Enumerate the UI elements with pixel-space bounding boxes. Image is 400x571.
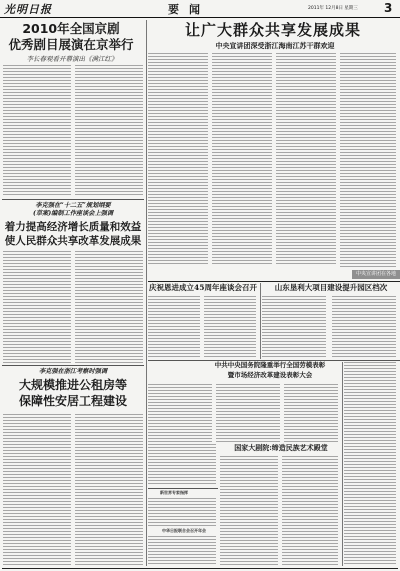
column-divider [260,283,261,359]
lead-headline[interactable]: 让广大群众共享发展成果 [184,21,361,39]
keqiang2-kicker: 李克强在浙江考察时强调 [38,368,108,375]
text-lead-col2 [212,53,274,265]
newspaper-logo: 光明日报 [4,3,52,16]
small-box2-headline[interactable]: 中华日报联合会召开年会 [162,528,206,533]
small-box-headline[interactable]: 新世界专家指挥 [160,490,188,495]
column-divider [146,20,147,566]
text-shandong-col1 [262,296,328,358]
section-divider [2,365,144,366]
keqiang2-headline-line2[interactable]: 保障性安居工程建设 [18,394,127,408]
text-central-col2 [216,384,282,442]
lead-subhead: 中央宣讲团深受浙江海南江苏干群欢迎 [215,41,335,50]
page-bottom-rule [2,568,398,569]
text-keqiang1-col1 [3,251,73,363]
text-opera-col1 [3,65,73,197]
text-celebration-col2 [204,296,258,358]
text-lead-col3 [276,53,338,265]
page-number: 3 [384,1,393,15]
text-museum-col1 [220,456,280,566]
text-museum-left [148,444,218,486]
text-central-col1 [148,384,214,442]
keqiang1-kicker-line1: 李克强在“十二五”规划纲要 [35,202,111,209]
section-divider [148,488,218,489]
text-opera-col2 [75,65,145,197]
text-keqiang1-col2 [75,251,145,363]
keqiang1-kicker-line2: (草案)编制工作座谈会上强调 [32,210,114,217]
keqiang1-headline-line1[interactable]: 着力提高经济增长质量和效益 [4,221,142,233]
keqiang1-headline-line2[interactable]: 使人民群众共享改革发展成果 [4,235,142,247]
text-right-column [344,362,398,566]
text-keqiang2-col2 [75,414,145,566]
museum-headline[interactable]: 国家大剧院:缔造民族艺术殿堂 [234,443,328,452]
text-museum-col2 [282,456,340,566]
section-title: 要闻 [168,3,210,16]
section-band: 中央宣讲团在各地 [352,270,400,279]
text-lead-col4 [340,53,398,267]
celebration-headline[interactable]: 庆祝恩进成立45周年座谈会召开 [149,283,257,292]
column-divider [342,362,343,566]
text-small-box2 [148,536,218,566]
keqiang2-headline-line1[interactable]: 大规模推进公租房等 [18,378,127,392]
masthead [0,0,400,18]
opera-headline-line2[interactable]: 优秀剧目展演在京举行 [8,37,134,52]
text-central-col3 [284,384,340,442]
central-headline-line2[interactable]: 暨市场经济改革建设表彰大会 [227,371,313,379]
shandong-headline[interactable]: 山东垦利大项目建设提升园区档次 [274,283,388,292]
section-divider [148,281,400,282]
text-lead-col1 [148,53,210,265]
issue-date: 2011年 12月8日 星期三 [308,6,358,11]
opera-headline-line1[interactable]: 2010年全国京剧 [22,21,120,36]
text-small-box [148,498,218,526]
text-keqiang2-col1 [3,414,73,566]
section-divider [2,199,144,200]
text-shandong-col2 [332,296,398,358]
text-celebration-col1 [148,296,202,358]
opera-kicker: 李长春观看开幕演出《满江红》 [26,55,118,63]
central-headline-line1[interactable]: 中共中央国务院隆重举行全国劳模表彰 [214,361,326,369]
